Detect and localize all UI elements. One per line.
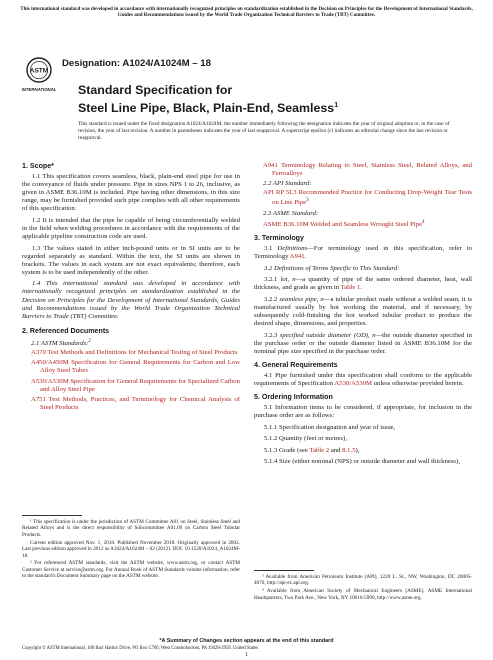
- footnote-divider-left: [22, 515, 82, 516]
- ref-a941: A941 Terminology Relating to Steel, Stainless Steel, Related Alloys, and Ferroalloys: [263, 162, 472, 178]
- issuance-note: This standard is issued under the fixed designation A1024/A1024M; the number immediately following the designation indicates the year of original adoption or, in the case of revision, the year of last revision. A number in parentheses indicates the year of last reapproval. A superscript epsilon (ε) indicates an editorial change since the last revision or reapproval.: [78, 121, 450, 141]
- footnote-4: ⁴ Available from American Society of Mechanical Engineers (ASME), ASME International Headquarters, Two Park Ave., New York, NY 10016-5990, http://www.asme.org.: [254, 588, 472, 601]
- left-column: [22, 162, 240, 414]
- astm-logo-icon: [21, 56, 57, 96]
- footnote-divider-right: [254, 570, 314, 571]
- term-ref-table1[interactable]: Table 1: [340, 284, 361, 292]
- ref-link-a370[interactable]: A370: [31, 349, 46, 357]
- astm-standards-label: 2.1 ASTM Standards:$^2$: [31, 338, 91, 348]
- order-5-1: 5.1 Information items to be considered, if appropriate, for inclusion in the purchase order are as follows:: [254, 404, 472, 420]
- scope-1-2: 1.2 It is intended that the pipe be capable of being circumferentially welded in the field when welding procedures in accordance with the requirements of the applicable pipeline construction code are used.: [22, 216, 240, 241]
- tbt-notice: This international standard was developed in accordance with internationally recognized principles on standardization established in the Decision on Principles for the Development of International Standards, Guides and Recommendations issued by the World Trade Organization Technical Barriers to Trade (TBT) Committee.: [20, 6, 473, 19]
- ref-a450: A450/A450M Specification for General Requirements for Carbon and Low Alloy Steel Tubes: [31, 359, 240, 375]
- footnote-2: ² For referenced ASTM standards, visit the ASTM website, www.astm.org, or contact ASTM Customer Service at service@astm.org. For Annual Book of ASTM Standards volume information, refer to the standard's Document Summary page on the ASTM website.: [22, 560, 240, 580]
- title-line-1: Standard Specification for: [78, 83, 233, 97]
- page-title: [78, 83, 338, 116]
- copyright: Copyright © ASTM International, 100 Barr Harbor Drive, PO Box C700, West Conshohocken, PA 19428-2959. United States: [22, 646, 259, 651]
- term-3-1: 3.1 Definitions—For terminology used in this specification, refer to Terminology A941.: [254, 245, 472, 261]
- order-5-1-3: 5.1.3 Grade (see Table 2 and 8.1.5),: [264, 446, 360, 454]
- svg-text:ASTM: ASTM: [29, 67, 49, 75]
- gen-ref-a530[interactable]: A530/A530M: [334, 380, 372, 388]
- right-column: [254, 162, 472, 470]
- ref-a751: A751 Test Methods, Practices, and Terminology for Chemical Analysis of Steel Products: [31, 395, 240, 411]
- logo-text: INTERNATIONAL: [21, 87, 57, 92]
- scope-1-1: 1.1 This specification covers seamless, black, plain-end steel pipe for use in the conveyance of fluids under pressure. Pipe in sizes NPS 1 to 26, inclusive, as given in ASME B36.10M is included. Pipe having other dimensions, in this size range, may be furnished provided such pipe complies with all other requirements of this specification.: [22, 173, 240, 213]
- ref-link-a941[interactable]: A941: [263, 162, 278, 169]
- scope-heading: 1. Scope*: [22, 162, 54, 170]
- ref-link-a530[interactable]: A530/A530M: [31, 377, 69, 385]
- order-5-1-2: 5.1.2 Quantity (feet or metres),: [264, 435, 348, 443]
- summary-of-changes-note: *A Summary of Changes section appears at the end of this standard: [159, 638, 334, 644]
- ref-a530: A530/A530M Specification for General Requirements for Specialized Carbon and Alloy Steel Pipe: [31, 377, 240, 393]
- api-standard-label: 2.2 API Standard:: [263, 180, 312, 188]
- order-ref-8-1-5[interactable]: 8.1.5: [342, 446, 356, 454]
- order-ref-table2[interactable]: Table 2: [309, 446, 330, 454]
- gen-4-1: 4.1 Pipe furnished under this specification shall conform to the applicable requirements of Specification A530/A530M unless otherwise provided herein.: [254, 372, 472, 388]
- ref-link-a751[interactable]: A751: [31, 395, 46, 403]
- ref-link-a450[interactable]: A450/A450M: [31, 359, 69, 367]
- designation: Designation: A1024/A1024M – 18: [62, 58, 211, 69]
- scope-1-3: 1.3 The values stated in either inch-pound units or in SI units are to be regarded separately as standard. Within the text, the SI units are shown in brackets. The values in each system are not exact equivalents; therefore, each system is to be used independently of the other.: [22, 244, 240, 276]
- order-5-1-4: 5.1.4 Size (either nominal (NPS) or outside diameter and wall thickness),: [264, 458, 460, 466]
- ordering-information-heading: 5. Ordering Information: [254, 393, 333, 402]
- page-number: 1: [245, 652, 248, 658]
- scope-1-4: 1.4 This international standard was developed in accordance with internationally recognized principles on standardization established in the Decision on Principles for the Development of International Standards, Guides and Recommendations issued by the World Trade Organization Technical Barriers to Trade (TBT) Committee.: [22, 280, 240, 320]
- ref-link-asme[interactable]: ASME B36.10M: [263, 221, 309, 229]
- ref-asme-b36: ASME B36.10M Welded and Seamless Wrought Steel Pipe$^4$: [263, 219, 425, 229]
- term-3-2-1: 3.2.1 lot, n—a quantity of pipe of the same ordered diameter, heat, wall thickness, and grade as given in Table 1.: [254, 276, 473, 292]
- order-5-1-1: 5.1.1 Specification designation and year of issue,: [264, 423, 396, 431]
- ref-a370: A370 Test Methods and Definitions for Mechanical Testing of Steel Products: [31, 349, 238, 357]
- footnote-3: ³ Available from American Petroleum Institute (API), 1220 L. St., NW, Washington, DC 20005-4070, http://api-ec.api.org.: [254, 574, 472, 587]
- footnotes-left: [22, 519, 240, 581]
- term-3-2-2: 3.2.2 seamless pipe, n—a tubular product made without a welded seam; it is manufactured usually by hot working the material, and if necessary, by subsequently cold-finishing the hot worked tubular product to produce the desired shape, dimensions, and properties.: [254, 295, 472, 328]
- terminology-heading: 3. Terminology: [254, 234, 304, 243]
- footnote-1b: Current edition approved Nov. 1, 2018. Published November 2018. Originally approved in 2002. Last previous edition approved in 2012 as A1024/A1024M – 02 (2012). DOI: 10.1520/A1024_A1024M-18.: [22, 539, 240, 559]
- term-3-2-3: 3.2.3 specified outside diameter (OD), n—the outside diameter specified in the purchase order or the outside diameter listed in ASME B36.10M for the nominal pipe size specified in the purchase order.: [254, 331, 472, 355]
- footnote-1: ¹ This specification is under the jurisdiction of ASTM Committee A01 on Steel, Stainless Steel and Related Alloys and is the direct responsibility of Subcommittee A01.09 on Carbon Steel Tubular Products.: [22, 519, 240, 538]
- title-line-2: Steel Line Pipe, Black, Plain-End, Seamless$^1$: [78, 101, 339, 116]
- asme-standard-label: 2.3 ASME Standard:: [263, 209, 319, 217]
- term-3-2: 3.2 Definitions of Terms Specific to This Standard:: [264, 264, 400, 272]
- ref-api-rp-5l3: API RP 5L3 Recommended Practice for Conducting Drop-Weight Tear Tests on Line Pipe$^3$: [263, 189, 472, 207]
- referenced-documents-heading: 2. Referenced Documents: [22, 326, 110, 335]
- footnotes-right: [254, 574, 472, 603]
- term-ref-a941[interactable]: A941: [289, 253, 305, 261]
- ref-link-api[interactable]: API RP 5L3: [263, 189, 297, 197]
- general-requirements-heading: 4. General Requirements: [254, 360, 338, 369]
